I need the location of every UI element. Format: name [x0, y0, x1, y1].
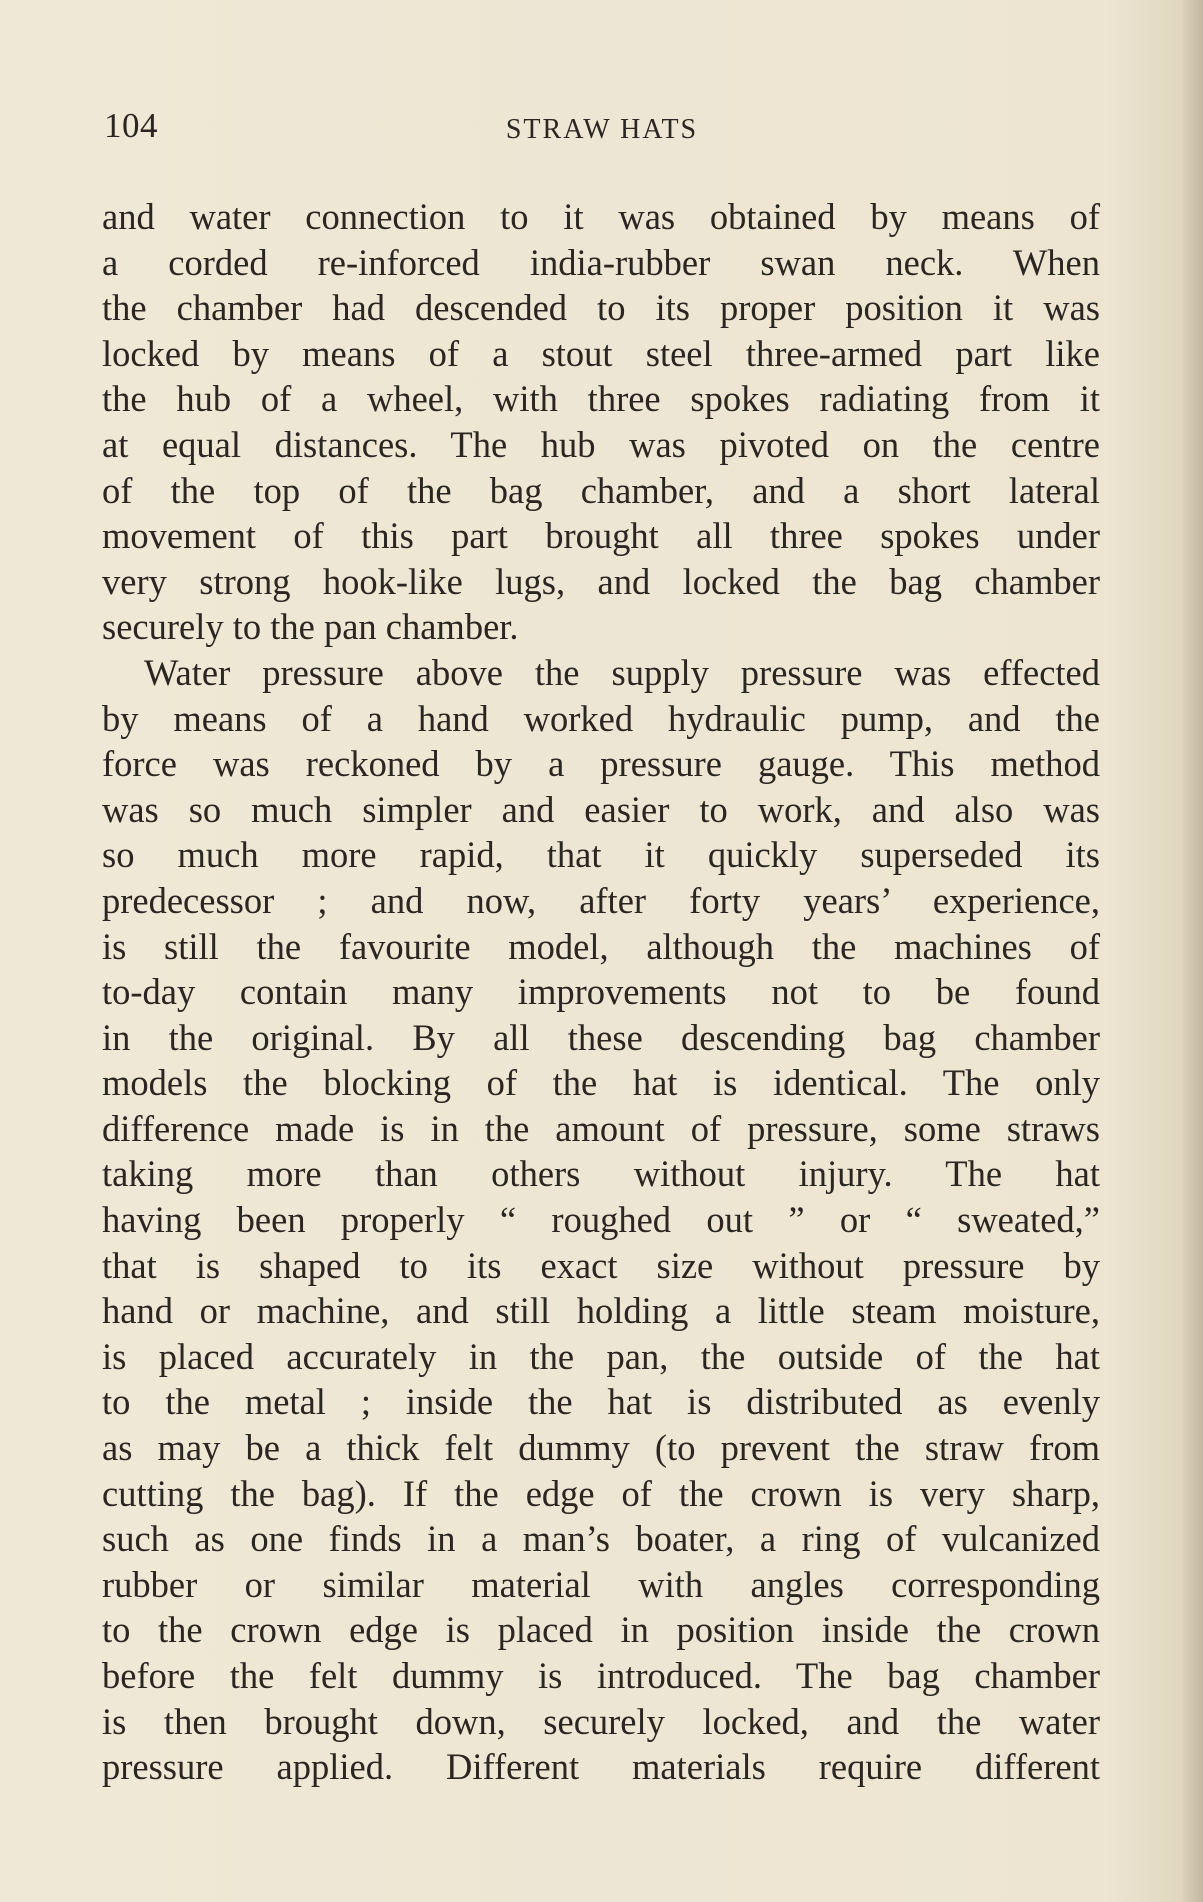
text-line: is still the favourite model, although the machines of — [102, 925, 1100, 967]
text-line: before the felt dummy is introduced. The bag chamber — [102, 1655, 1100, 1696]
text-line: and water connection to it was obtained by means of — [102, 196, 1100, 237]
text-line: was so much simpler and easier to work, and also was — [102, 788, 1100, 830]
text-line: that is shaped to its exact size without pressure by — [102, 1244, 1100, 1286]
text-line: having been properly “ roughed out ” or “ sweated,” — [102, 1199, 1100, 1241]
running-head: STRAW HATS — [505, 114, 699, 145]
text-line: Water pressure above the supply pressure was effected — [144, 651, 1100, 693]
text-line: movement of this part brought all three spokes under — [102, 515, 1100, 557]
text-line: locked by means of a stout steel three-armed part like — [102, 332, 1100, 374]
text-line: to-day contain many improvements not to be found — [102, 971, 1100, 1013]
text-line: pressure applied. Different materials require different — [102, 1746, 1100, 1788]
text-line: is placed accurately in the pan, the outside of the hat — [102, 1335, 1100, 1377]
page-gutter-shadow — [1181, 0, 1203, 1902]
page-header — [104, 106, 1100, 156]
text-line: very strong hook-like lugs, and locked the bag chamber — [102, 560, 1100, 602]
text-line: a corded re-inforced india-rubber swan neck. When — [102, 241, 1100, 283]
text-line: in the original. By all these descending bag chamber — [102, 1016, 1100, 1058]
text-line: of the top of the bag chamber, and a short lateral — [102, 469, 1100, 511]
text-line: such as one finds in a man’s boater, a ring of vulcanized — [102, 1518, 1100, 1560]
text-line: cutting the bag). If the edge of the crown is very sharp, — [102, 1472, 1100, 1514]
text-line: the chamber had descended to its proper position it was — [102, 287, 1100, 329]
text-line: the hub of a wheel, with three spokes radiating from it — [102, 378, 1100, 420]
text-line: force was reckoned by a pressure gauge. This method — [102, 743, 1100, 785]
text-line: so much more rapid, that it quickly superseded its — [102, 834, 1100, 876]
text-line: rubber or similar material with angles corresponding — [102, 1563, 1100, 1605]
text-line: models the blocking of the hat is identical. The only — [102, 1062, 1100, 1104]
text-line: as may be a thick felt dummy (to prevent the straw from — [102, 1427, 1100, 1469]
text-line: to the metal ; inside the hat is distributed as evenly — [102, 1381, 1100, 1423]
body-text — [102, 194, 1100, 1790]
text-line: securely to the pan chamber. — [102, 606, 519, 648]
text-line: at equal distances. The hub was pivoted on the centre — [102, 423, 1100, 465]
text-line: by means of a hand worked hydraulic pump, and the — [102, 697, 1100, 739]
text-line: is then brought down, securely locked, and the water — [102, 1700, 1100, 1742]
text-line: difference made is in the amount of pressure, some straws — [102, 1107, 1100, 1149]
page-number: 104 — [104, 106, 158, 145]
text-line: predecessor ; and now, after forty years’ experience, — [102, 879, 1100, 921]
text-line: taking more than others without injury. The hat — [102, 1153, 1100, 1195]
text-line: hand or machine, and still holding a little steam moisture, — [102, 1290, 1100, 1332]
text-line: to the crown edge is placed in position inside the crown — [102, 1609, 1100, 1651]
